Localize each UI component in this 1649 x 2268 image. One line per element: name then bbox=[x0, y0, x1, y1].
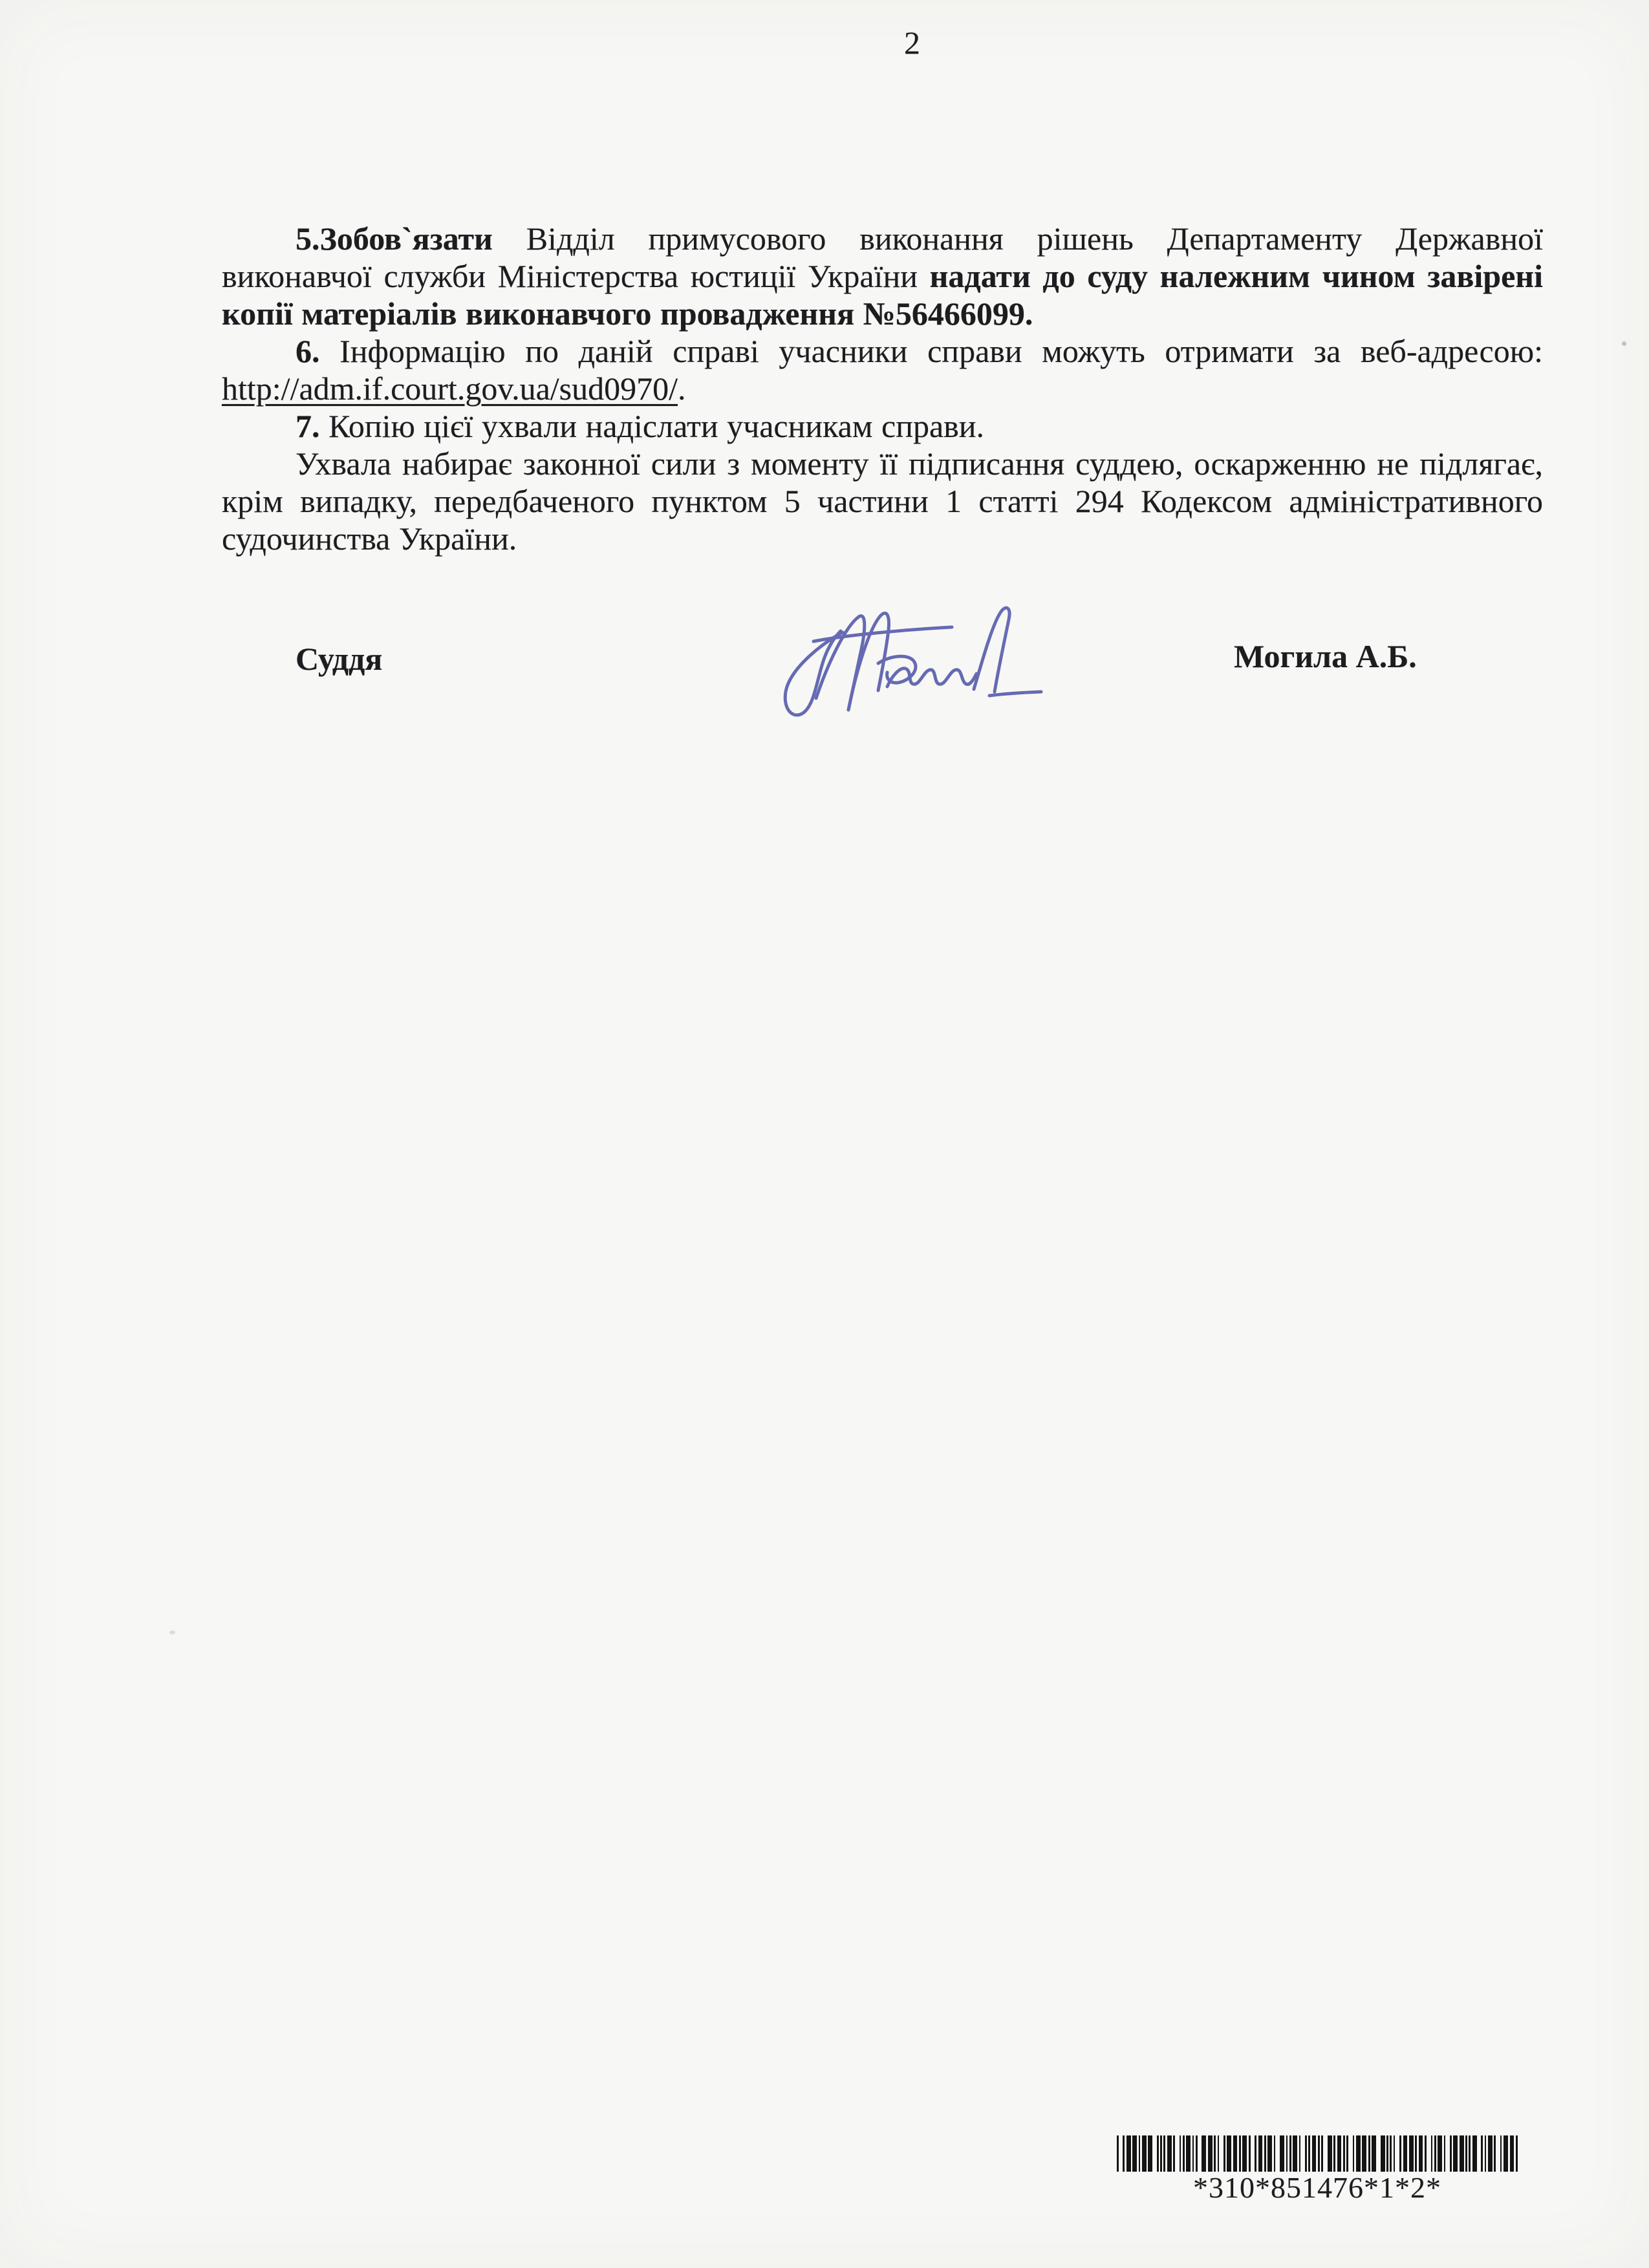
barcode-gap bbox=[1477, 2135, 1482, 2172]
text-segment: надати до суду належним чином завірені копії матеріалів виконавчого провадження №56466099. bbox=[222, 258, 1543, 332]
barcode-bar bbox=[1503, 2135, 1508, 2172]
barcode-bar bbox=[1267, 2135, 1272, 2172]
barcode-bar bbox=[1510, 2135, 1514, 2172]
barcode-bar bbox=[1472, 2135, 1477, 2172]
scan-speck bbox=[169, 1631, 175, 1634]
barcode-bar bbox=[1337, 2135, 1342, 2172]
barcode-gap bbox=[1198, 2135, 1202, 2172]
barcode-bar bbox=[1460, 2135, 1464, 2172]
barcode-bar bbox=[1312, 2135, 1317, 2172]
barcode-bar bbox=[1132, 2135, 1137, 2172]
judge-role-label: Суддя bbox=[296, 641, 383, 677]
text-segment: 5.Зобов`язати bbox=[296, 220, 526, 257]
barcode-gap bbox=[1323, 2135, 1328, 2172]
barcode-bar bbox=[1242, 2135, 1247, 2172]
barcode-bar bbox=[1126, 2135, 1131, 2172]
barcode-bar bbox=[1293, 2135, 1297, 2172]
text-segment: Копію цієї ухвали надіслати учасникам справи. bbox=[319, 408, 985, 444]
barcode-bar bbox=[1227, 2135, 1231, 2172]
barcode-bar bbox=[1381, 2135, 1385, 2172]
barcode-gap bbox=[1119, 2135, 1123, 2172]
barcode-bar bbox=[1328, 2135, 1332, 2172]
barcode-bar bbox=[1409, 2135, 1414, 2172]
barcode-bar bbox=[1516, 2135, 1518, 2172]
barcode-bar bbox=[1453, 2135, 1458, 2172]
barcode-bar bbox=[1186, 2135, 1191, 2172]
judge-name: Могила А.Б. bbox=[1234, 638, 1417, 674]
barcode-gap bbox=[1395, 2135, 1399, 2172]
barcode-gap bbox=[1175, 2135, 1180, 2172]
text-segment: Відділ примусового виконання рішень Департаменту Державної виконавчої служби Міністерства юстиції України bbox=[222, 220, 1543, 294]
barcode-bar bbox=[1233, 2135, 1238, 2172]
barcode-gap bbox=[1427, 2135, 1431, 2172]
paragraph-finality-clause bbox=[222, 445, 1543, 557]
barcode-bar bbox=[1488, 2135, 1493, 2172]
judge-signature-ink bbox=[776, 601, 1048, 737]
barcode-bar bbox=[1167, 2135, 1172, 2172]
text-segment: . bbox=[678, 370, 686, 407]
url-text: http://adm.if.court.gov.ua/sud0970/ bbox=[222, 370, 678, 407]
paragraph-item-5 bbox=[222, 220, 1543, 332]
barcode-label: *310*851476*1*2* bbox=[1193, 2171, 1441, 2204]
text-segment: Ухвала набирає законної сили з моменту її підписання суддею, оскарженню не підлягає, крім випадку, передбаченого пунктом 5 частини 1 статті 294 Кодексом адміністративного судочинства України. bbox=[222, 445, 1543, 557]
barcode-gap bbox=[1219, 2135, 1223, 2172]
text-segment: Інформацію по даній справі учасники справи можуть отримати за веб-адресою: bbox=[319, 333, 1543, 369]
barcode-gap bbox=[1251, 2135, 1255, 2172]
barcode-gap bbox=[1275, 2135, 1280, 2172]
barcode-bar bbox=[1142, 2135, 1147, 2172]
barcode-gap bbox=[1300, 2135, 1305, 2172]
barcode-gap bbox=[1445, 2135, 1450, 2172]
scan-speck bbox=[1622, 341, 1626, 346]
paragraph-item-7 bbox=[222, 407, 1543, 445]
barcode bbox=[1117, 2135, 1518, 2172]
barcode-bar bbox=[1372, 2135, 1376, 2172]
document-body bbox=[222, 220, 1543, 557]
barcode-bar bbox=[1438, 2135, 1442, 2172]
barcode-bar bbox=[1362, 2135, 1366, 2172]
barcode-gap bbox=[1496, 2135, 1500, 2172]
barcode-bar bbox=[1403, 2135, 1408, 2172]
barcode-bar bbox=[1208, 2135, 1212, 2172]
barcode-bar bbox=[1356, 2135, 1361, 2172]
barcode-gap bbox=[1348, 2135, 1353, 2172]
barcode-bar bbox=[1258, 2135, 1263, 2172]
barcode-gap bbox=[1376, 2135, 1381, 2172]
barcode-bar bbox=[1280, 2135, 1284, 2172]
paragraph-item-6 bbox=[222, 332, 1543, 407]
barcode-bar bbox=[1148, 2135, 1152, 2172]
barcode-bar bbox=[1202, 2135, 1206, 2172]
barcode-bar bbox=[1419, 2135, 1423, 2172]
text-segment: 7. bbox=[296, 408, 320, 444]
barcode-gap bbox=[1152, 2135, 1157, 2172]
page-number: 2 bbox=[904, 25, 920, 61]
text-segment: 6. bbox=[296, 333, 320, 369]
